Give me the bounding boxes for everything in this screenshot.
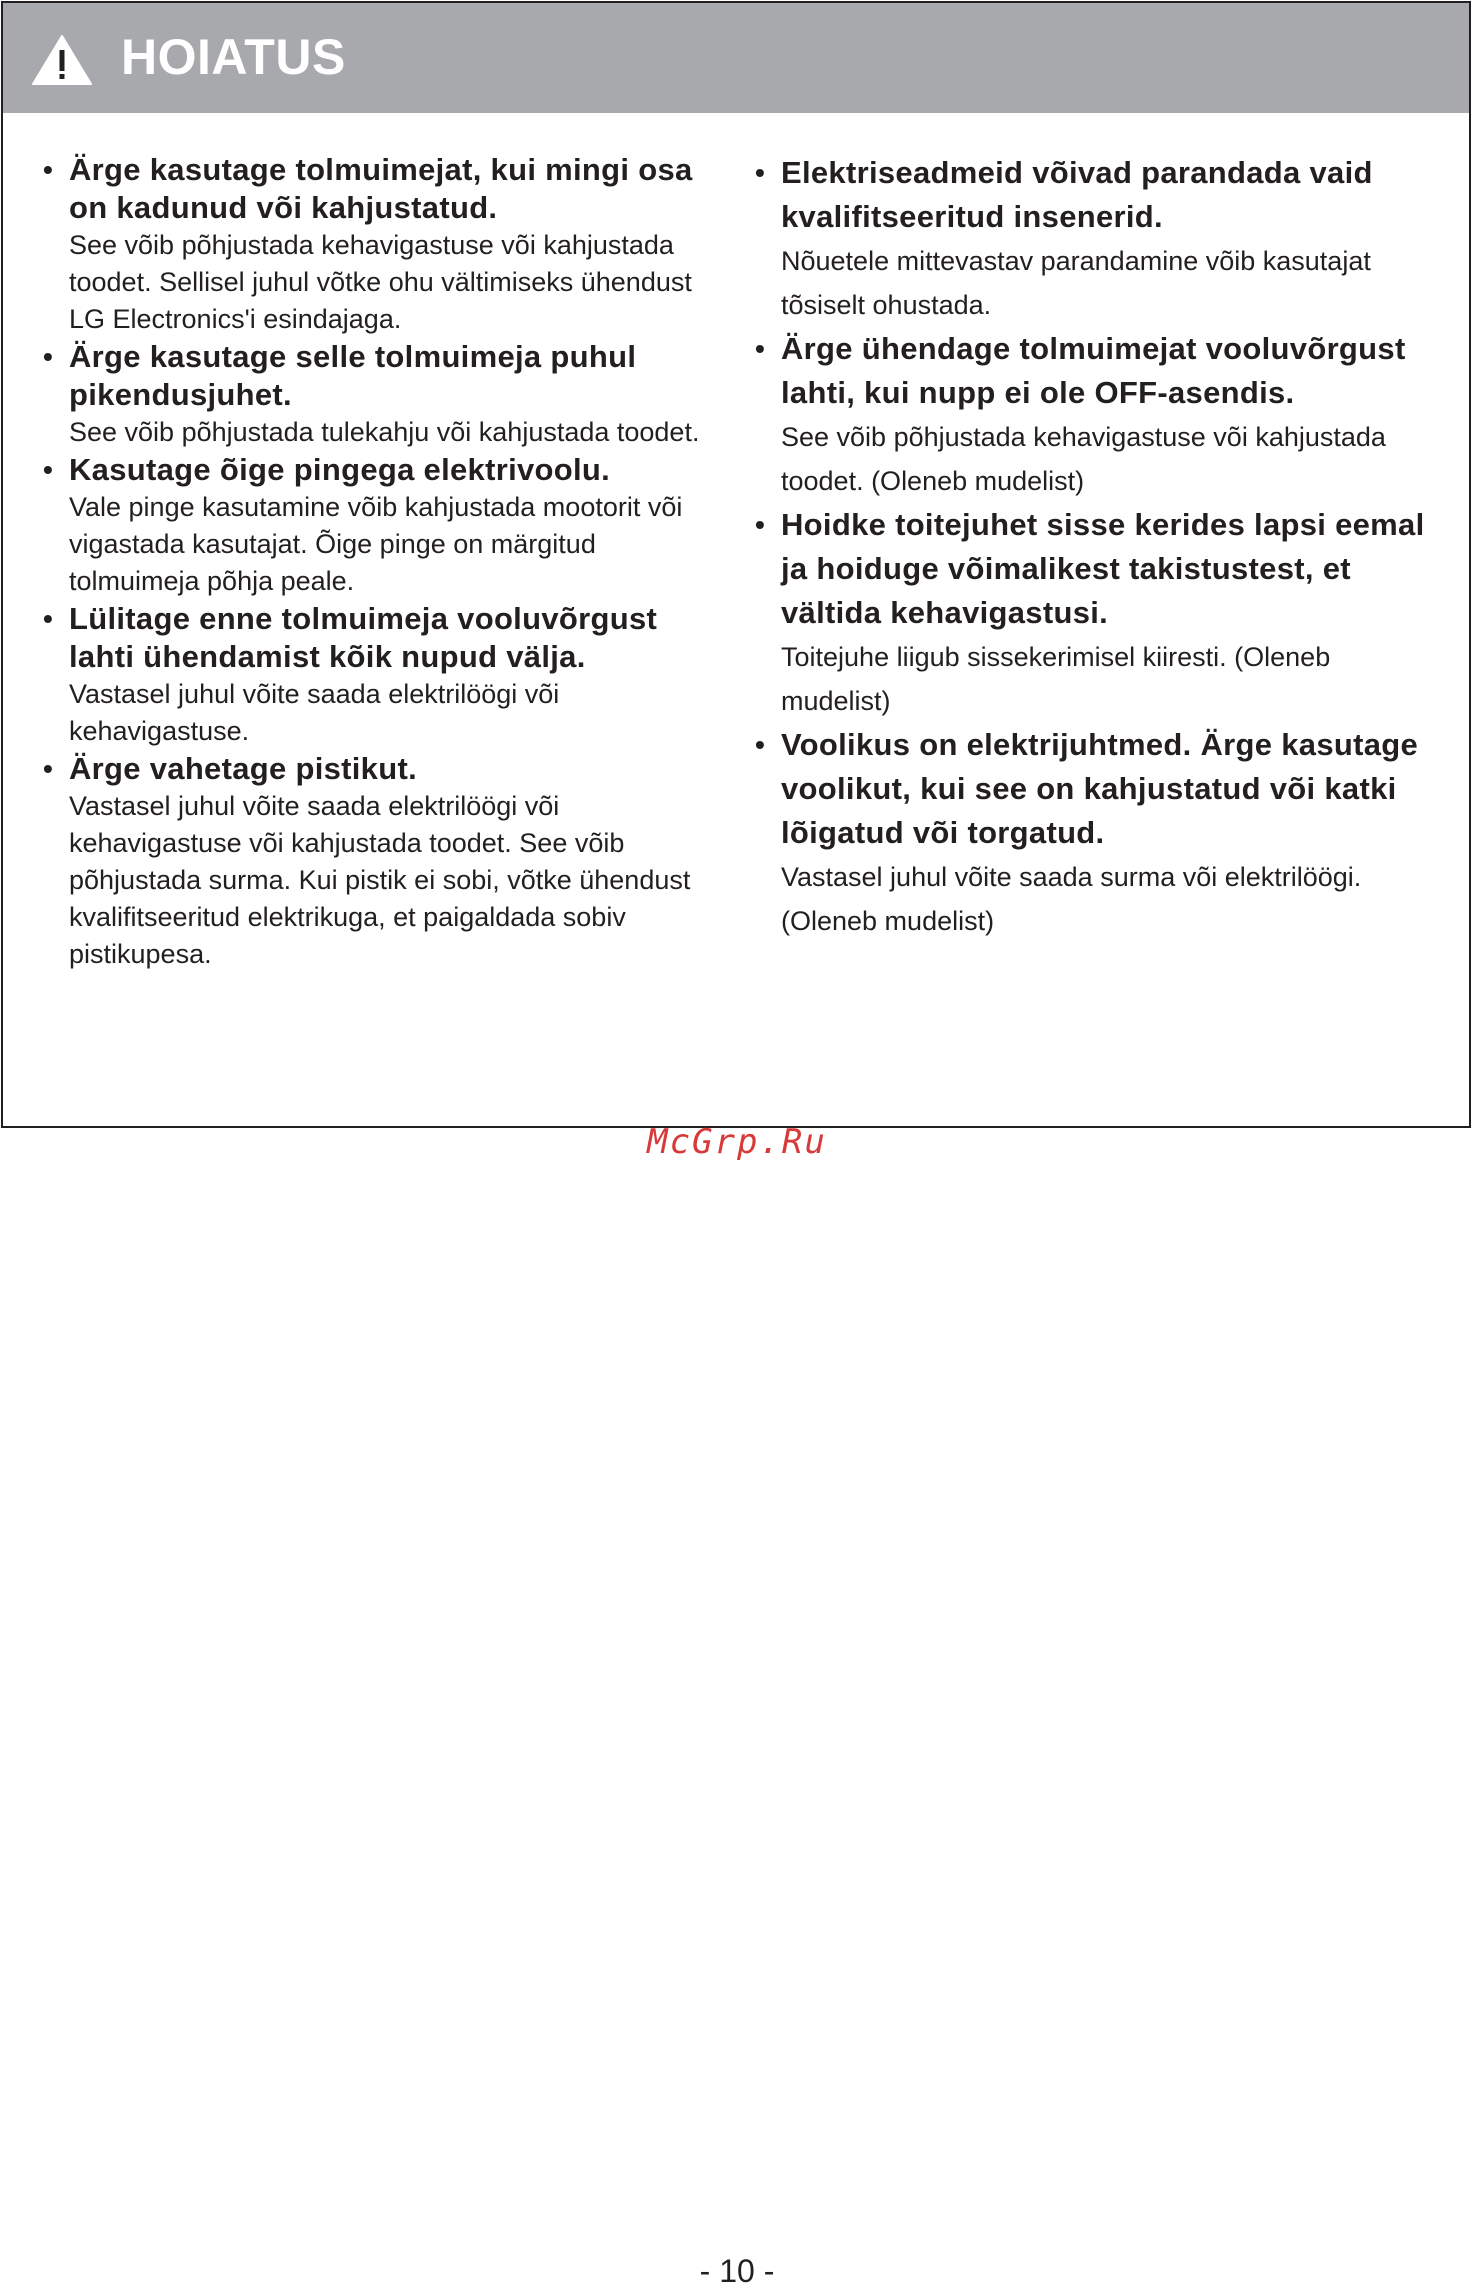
page-number: - 10 - [699, 2253, 775, 2289]
bullet: • [43, 753, 53, 784]
bullet: • [755, 157, 765, 188]
warning-item [43, 151, 703, 338]
warning-header [3, 3, 1469, 113]
warning-item-body: See võib põhjustada kehavigastuse või kahjustada toodet. (Oleneb mudelist) [781, 422, 1386, 496]
warning-box [1, 1, 1471, 1128]
warning-item [755, 327, 1445, 503]
warning-item [43, 750, 703, 973]
bullet: • [755, 509, 765, 540]
warning-item-body: See võib põhjustada tulekahju või kahjustada toodet. [69, 417, 700, 447]
warning-item-body: Vastasel juhul võite saada surma või elektrilöögi. (Oleneb mudelist) [781, 862, 1362, 936]
warning-item [755, 723, 1445, 943]
warning-item-title: Elektriseadmeid võivad parandada vaid kvalifitseeritud insenerid. [781, 155, 1373, 234]
warning-item [43, 600, 703, 750]
warning-item-title: Lülitage enne tolmuimeja vooluvõrgust lahti ühendamist kõik nupud välja. [69, 601, 658, 674]
bullet: • [755, 729, 765, 760]
warning-item [755, 503, 1445, 723]
warning-item-body: Vastasel juhul võite saada elektrilöögi või kehavigastuse. [69, 679, 560, 746]
warning-item-title: Voolikus on elektrijuhtmed. Ärge kasutage voolikut, kui see on kahjustatud või katki lõigatud või torgatud. [781, 727, 1419, 850]
warning-item-body: Toitejuhe liigub sissekerimisel kiiresti. (Oleneb mudelist) [781, 642, 1331, 716]
bullet: • [43, 603, 53, 634]
warning-item-body: See võib põhjustada kehavigastuse või kahjustada toodet. Sellisel juhul võtke ohu vältimiseks ühendust LG Electronics'i esindajaga. [69, 230, 692, 334]
right-column [755, 151, 1445, 943]
warning-title: HOIATUS [121, 29, 346, 85]
bullet: • [43, 341, 53, 372]
warning-item-title: Ärge kasutage tolmuimejat, kui mingi osa on kadunud või kahjustatud. [69, 152, 693, 225]
warning-item [43, 338, 703, 451]
bullet: • [755, 333, 765, 364]
warning-item [43, 451, 703, 600]
warning-item-body: Nõuetele mittevastav parandamine võib kasutajat tõsiselt ohustada. [781, 246, 1371, 320]
warning-item [755, 151, 1445, 327]
warning-item-title: Hoidke toitejuhet sisse kerides lapsi eemal ja hoiduge võimalikest takistustest, et vältida kehavigastusi. [781, 507, 1425, 630]
bullet: • [43, 154, 53, 185]
warning-item-title: Kasutage õige pingega elektrivoolu. [69, 452, 611, 487]
warning-item-body: Vale pinge kasutamine võib kahjustada mootorit või vigastada kasutajat. Õige pinge on märgitud tolmuimeja põhja peale. [69, 492, 683, 596]
warning-item-title: Ärge kasutage selle tolmuimeja puhul pikendusjuhet. [69, 339, 637, 412]
warning-triangle-icon [30, 33, 94, 87]
warning-item-title: Ärge ühendage tolmuimejat vooluvõrgust lahti, kui nupp ei ole OFF-asendis. [781, 331, 1406, 410]
warning-item-body: Vastasel juhul võite saada elektrilöögi või kehavigastuse või kahjustada toodet. See võib põhjustada surma. Kui pistik ei sobi, võtke ühendust kvalifitseeritud elektrikuga, et paigaldada sobiv pistikupesa. [69, 791, 691, 969]
bullet: • [43, 454, 53, 485]
left-column [43, 151, 703, 973]
warning-item-title: Ärge vahetage pistikut. [69, 751, 417, 786]
watermark: McGrp.Ru [647, 1122, 827, 1162]
